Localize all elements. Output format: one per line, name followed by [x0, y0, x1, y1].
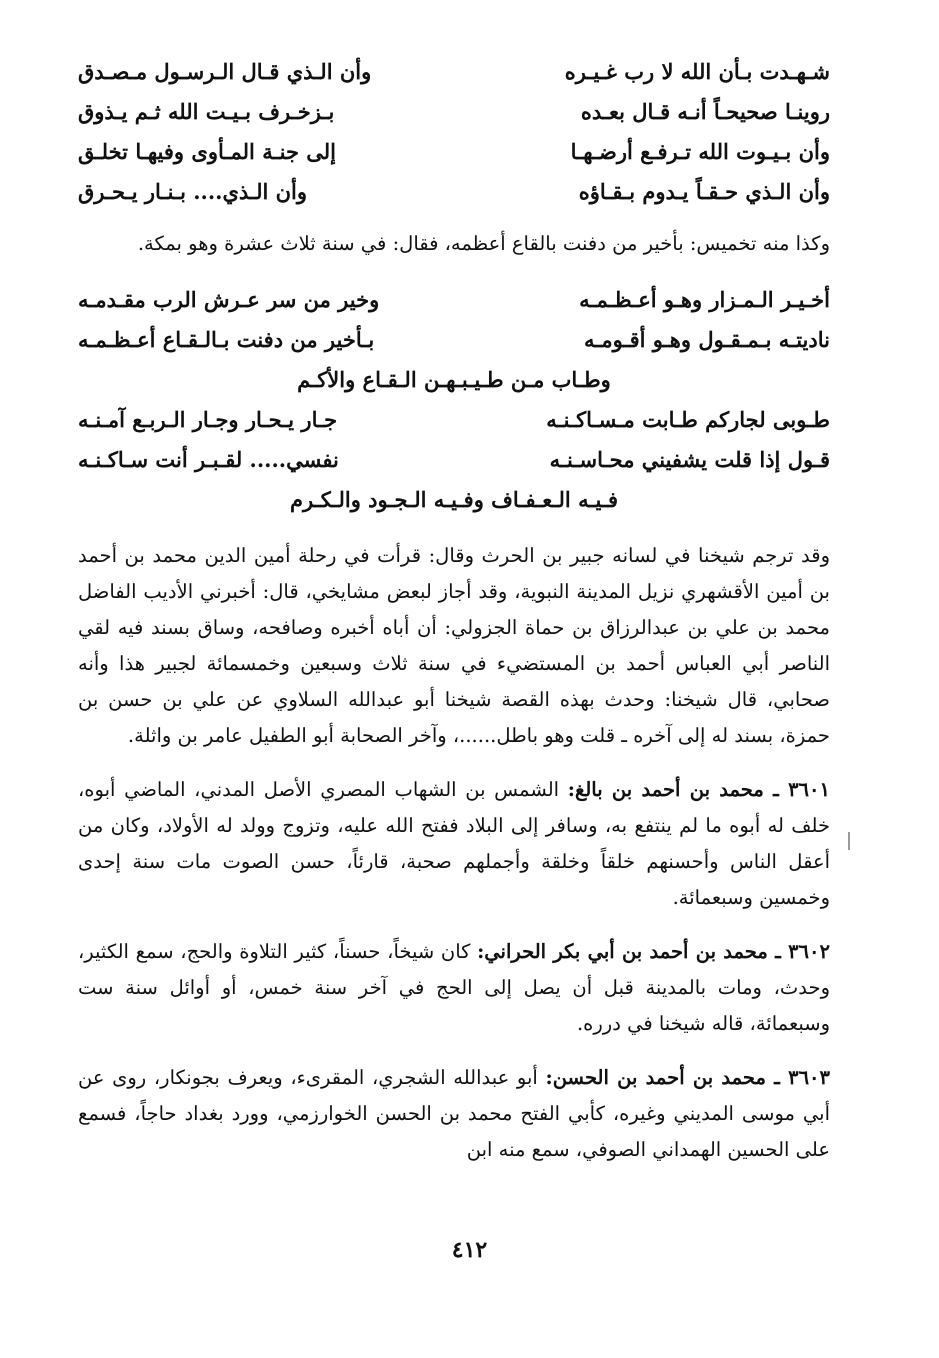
- entry-heading: ٣٦٠٢ ـ محمد بن أحمد بن أبي بكر الحراني:: [477, 940, 830, 963]
- verse-first-hemistich: وأن الـذي حـقـاً يـدوم بـقـاؤه: [578, 179, 830, 204]
- spacer: [78, 262, 830, 280]
- verse-second-hemistich: بـأخير من دفنت بـالـقـاع أعـظـمـه: [78, 327, 375, 352]
- verse-first-hemistich: قـول إذا قلت يشفيني محـاسـنـه: [549, 447, 830, 472]
- poem-block-1: [78, 52, 830, 212]
- page-number: ٤١٢: [451, 1237, 488, 1263]
- verse-line: [78, 400, 830, 440]
- verse-line: [78, 172, 830, 212]
- verse-second-hemistich: بـزخـرف بـيـت الله ثـم يـذوق: [78, 99, 335, 124]
- entry-text: الشمس بن الشهاب المصري الأصل المدني، الماضي أبوه، خلف له أبوه ما لم ينتفع به، وسافر إلى البلاد ففتح الله عليه، وتزوج وولد له الأولاد، وكان من أعقل الناس وأحسنهم خلقاً وخلقة وأجملهم صحبة، قارئاً، حسن الصوت مات سنة إحدى وخمسين وسبعمائة.: [78, 778, 830, 909]
- biography-entry-3601: [78, 772, 830, 916]
- entry-heading: ٣٦٠٣ ـ محمد بن أحمد بن الحسن:: [545, 1066, 830, 1089]
- paragraph-takhmis: وكذا منه تخميس: بأخير من دفنت بالقاع أعظمه، فقال: في سنة ثلاث عشرة وهو بمكة.: [137, 232, 830, 255]
- poem-block-3: [78, 400, 830, 520]
- spacer: [78, 916, 830, 934]
- spacer: [78, 1042, 830, 1060]
- spacer: [78, 212, 830, 226]
- poem-block-2: [78, 280, 830, 400]
- verse-first-hemistich: روينـا صحيحـاً أنـه قـال بعـده: [580, 99, 830, 124]
- verse-first-hemistich: أخـيـر الـمـزار وهـو أعـظـمـه: [579, 287, 830, 312]
- biography-entry-3603: [78, 1060, 830, 1168]
- spacer: [78, 754, 830, 772]
- verse-first-hemistich: شـهـدت بـأن الله لا رب غـيـره: [564, 59, 830, 84]
- verse-first-hemistich: ناديتـه بـمـقـول وهـو أقـومـه: [583, 327, 830, 352]
- verse-centered-line: فـيـه الـعـفـاف وفـيـه الـجـود والـكـرم: [289, 487, 619, 512]
- entry-text: كان شيخاً، حسناً، كثير التلاوة والحج، سمع الكثير، وحدث، ومات بالمدينة قبل أن يصل إلى الحج في آخر سنة خمس، أو أوائل سنة ست وسبعمائة، قاله شيخنا في درره.: [78, 940, 830, 1035]
- verse-first-hemistich: طـوبى لجاركم طـابت مـسـاكـنـه: [546, 407, 830, 432]
- verse-second-hemistich: إلى جنـة المـأوى وفيهـا تخلـق: [78, 139, 336, 164]
- verse-line: [78, 280, 830, 320]
- page-body: [78, 52, 830, 1168]
- verse-line: [78, 440, 830, 480]
- entry-heading: ٣٦٠١ ـ محمد بن أحمد بن بالغ:: [567, 778, 830, 801]
- margin-mark: [848, 832, 850, 850]
- verse-line: [78, 92, 830, 132]
- verse-second-hemistich: وأن الـذي قـال الـرسـول مـصـدق: [78, 59, 372, 84]
- verse-second-hemistich: وأن الـذي.... بـنـار يـحـرق: [78, 179, 308, 204]
- verse-line: [78, 132, 830, 172]
- spacer: [78, 520, 830, 538]
- verse-second-hemistich: وخير من سر عـرش الرب مقـدمـه: [78, 287, 380, 312]
- entry-text: أبو عبدالله الشجري، المقرىء، ويعرف بجونكار، روى عن أبي موسى المديني وغيره، كأبي الفتح محمد بن الحسن الخوارزمي، وورد بغداد حاجاً، فسمع على الحسين الهمداني الصوفي، سمع منه ابن: [78, 1066, 830, 1161]
- biography-entry-3602: [78, 934, 830, 1042]
- verse-line: [78, 52, 830, 92]
- verse-centered-line: وطـاب مـن طـيـبـهـن الـقـاع والأكـم: [297, 367, 611, 392]
- verse-first-hemistich: وأن بـيـوت الله تـرفـع أرضـهـا: [570, 139, 830, 164]
- verse-line: [78, 320, 830, 360]
- verse-second-hemistich: نفسي..... لقـبـر أنت سـاكـنـه: [78, 447, 339, 472]
- paragraph-tarjama: وقد ترجم شيخنا في لسانه جبير بن الحرث وقال: قرأت في رحلة أمين الدين محمد بن أحمد بن أمين الأقشهري نزيل المدينة النبوية، وقد أجاز لبعض مشايخي، قال: أخبرني الأديب الفاضل محمد بن علي بن عبدالرزاق بن حماة الجزولي: أن أباه أخبره وصافحه، وساق بسند فيه لقي الناصر أبي العباس أحمد بن المستضيء في سنة ثلاث وسبعين وخمسمائة لجبير هذا وأنه صحابي، قال شيخنا: وحدث بهذه القصة شيخنا أبو عبدالله السلاوي عن علي بن حسن بن حمزة، بسند له إلى آخره ـ قلت وهو باطل......، وآخر الصحابة أبو الطفيل عامر بن واثلة.: [78, 544, 830, 747]
- verse-second-hemistich: جـار يـحـار وجـار الـربـع آمـنـه: [78, 407, 338, 432]
